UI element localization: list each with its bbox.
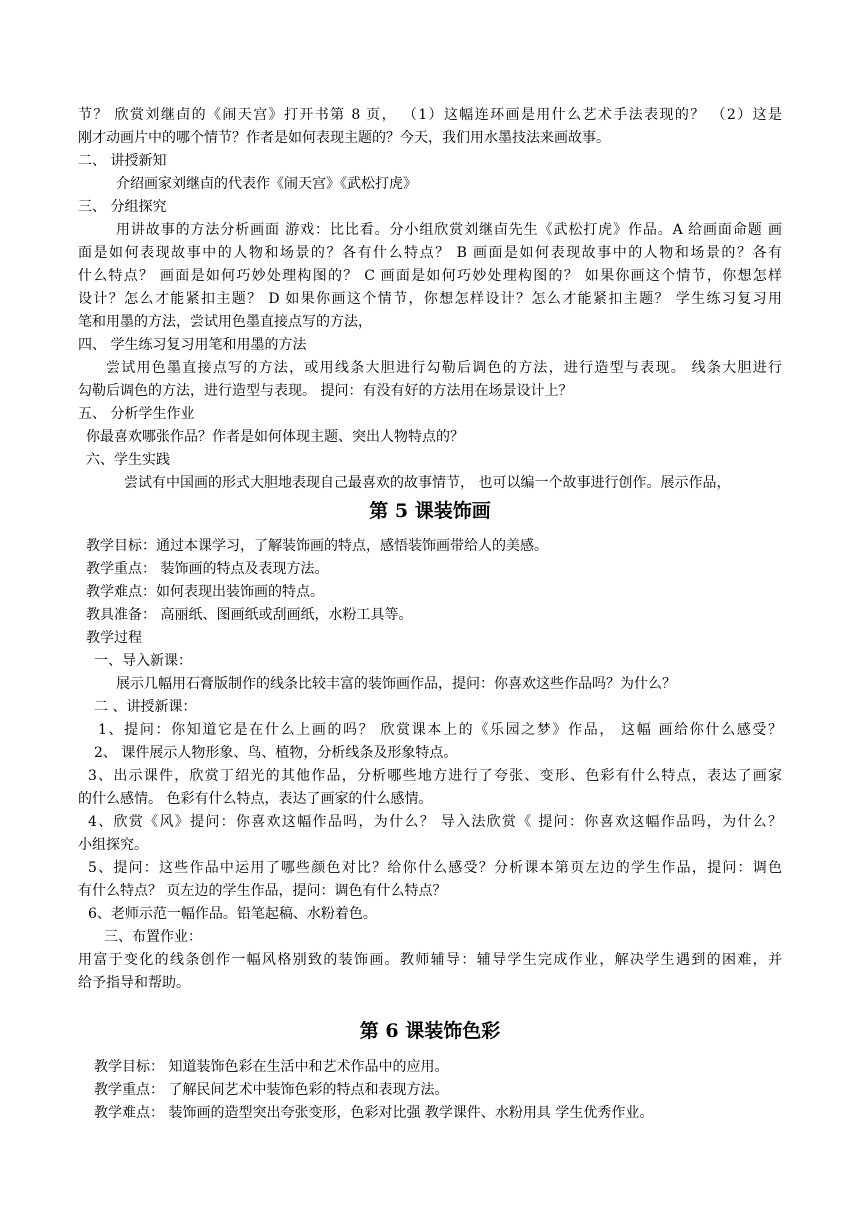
section-4-para-line-1: 尝试用色墨直接点写的方法，或用线条大胆进行勾勒后调色的方法，进行造型与表现。 线条大胆进行: [106, 360, 782, 376]
lesson-5-part-3-line-1: 用富于变化的线条创作一幅风格别致的装饰画。教师辅导：辅导学生完成作业，解决学生遇到的困难，并: [78, 952, 782, 968]
lesson-5-difficulty: 教学难点：如何表现出装饰画的特点。: [86, 584, 324, 600]
lesson-5-item-4-line-2: 小组探究。: [78, 837, 148, 853]
lesson-6-difficulty: 教学难点： 装饰画的造型突出夸张变形，色彩对比强 教学课件、水粉用具 学生优秀作业。: [94, 1105, 654, 1121]
lesson-5-part-3-line-2: 给予指导和帮助。: [78, 975, 190, 991]
section-6-heading: 六、学生实践: [86, 452, 170, 468]
intro-line-1: 节？ 欣赏刘继卣的《闹天宫》打开书第 8 页， （1）这幅连环画是用什么艺术手法表现的？ （2）这是: [78, 107, 782, 123]
section-2-heading: 二、 讲授新知: [78, 153, 167, 169]
section-3-para-line-3: 什么特点？ 画面是如何巧妙处理构图的？ C 画面是如何巧妙处理构图的？ 如果你画这个情节，你想怎样: [78, 268, 782, 284]
section-3-heading: 三、 分组探究: [78, 199, 167, 215]
section-3-para-line-5: 笔和用墨的方法，尝试用色墨直接点写的方法，: [78, 314, 372, 330]
lesson-6-title: 第 6 课装饰色彩: [359, 1020, 501, 1042]
lesson-6-key-point: 教学重点： 了解民间艺术中装饰色彩的特点和表现方法。: [94, 1082, 449, 1098]
lesson-5-goal: 教学目标：通过本课学习，了解装饰画的特点，感悟装饰画带给人的美感。: [86, 538, 548, 554]
section-5-body: 你最喜欢哪张作品？作者是如何体现主题、突出人物特点的？: [86, 429, 464, 445]
intro-line-2: 刚才动画片中的哪个情节？作者是如何表现主题的？今天，我们用水墨技法来画故事。: [78, 130, 610, 146]
section-4-heading: 四、 学生练习复习用笔和用墨的方法: [78, 337, 307, 353]
lesson-5-tools: 教具准备： 高丽纸、图画纸或刮画纸，水粉工具等。: [86, 607, 413, 623]
section-3-para-line-2: 面是如何表现故事中的人物和场景的？各有什么特点？ B 画面是如何表现故事中的人物和场景的？各有: [78, 245, 782, 261]
section-2-body: 介绍画家刘继卣的代表作《闹天宫》《武松打虎》: [116, 176, 417, 192]
lesson-5-title: 第 5 课装饰画: [369, 500, 491, 522]
section-6-body: 尝试有中国画的形式大胆地表现自己最喜欢的故事情节， 也可以编一个故事进行创作。展示作品，: [124, 475, 731, 491]
lesson-5-part-2-heading: 二 、讲授新课：: [94, 699, 197, 715]
lesson-5-part-1-heading: 一、导入新课：: [94, 653, 192, 669]
section-4-para-line-2: 勾勒后调色的方法，进行造型与表现。 提问：有没有好的方法用在场景设计上？: [78, 383, 573, 399]
lesson-5-item-4-line-1: 4、欣赏《风》提问：你喜欢这幅作品吗，为什么？ 导入法欣赏《 提问：你喜欢这幅作品吗，为什么？: [88, 814, 782, 830]
lesson-5-item-3-line-1: 3、出示课件，欣赏丁绍光的其他作品，分析哪些地方进行了夸张、变形、色彩有什么特点，表达了画家: [88, 768, 782, 784]
lesson-5-item-1: 1、提问：你知道它是在什么上画的吗？ 欣赏课本上的《乐园之梦》作品， 这幅 画给你什么感受？: [98, 722, 782, 738]
lesson-6-goal: 教学目标： 知道装饰色彩在生活中和艺术作品中的应用。: [94, 1059, 449, 1075]
lesson-5-part-1-body: 展示几幅用石膏版制作的线条比较丰富的装饰画作品，提问：你喜欢这些作品吗？为什么？: [116, 676, 676, 692]
lesson-5-process-heading: 教学过程: [86, 630, 142, 646]
lesson-5-item-3-line-2: 的什么感情。 色彩有什么特点，表达了画家的什么感情。: [78, 791, 433, 807]
lesson-5-item-5-line-2: 有什么特点？ 页左边的学生作品，提问：调色有什么特点？: [78, 883, 447, 899]
lesson-5-item-6: 6、老师示范一幅作品。铅笔起稿、水粉着色。: [88, 906, 377, 922]
lesson-5-key-point: 教学重点： 装饰画的特点及表现方法。: [86, 561, 329, 577]
lesson-5-item-2: 2、 课件展示人物形象、鸟、植物，分析线条及形象特点。: [94, 745, 458, 761]
section-5-heading: 五、 分析学生作业: [78, 406, 195, 422]
lesson-5-part-3-heading: 三、布置作业：: [104, 929, 202, 945]
section-3-para-line-4: 设计？怎么才能紧扣主题？ D 如果你画这个情节，你想怎样设计？怎么才能紧扣主题？ 学生练习复习用: [78, 291, 782, 307]
section-3-para-line-1: 用讲故事的方法分析画面 游戏：比比看。分小组欣赏刘继卣先生《武松打虎》作品。A 给画面命题 画: [116, 222, 782, 238]
lesson-5-item-5-line-1: 5、提问：这些作品中运用了哪些颜色对比？给你什么感受？分析课本第页左边的学生作品，提问：调色: [88, 860, 782, 876]
